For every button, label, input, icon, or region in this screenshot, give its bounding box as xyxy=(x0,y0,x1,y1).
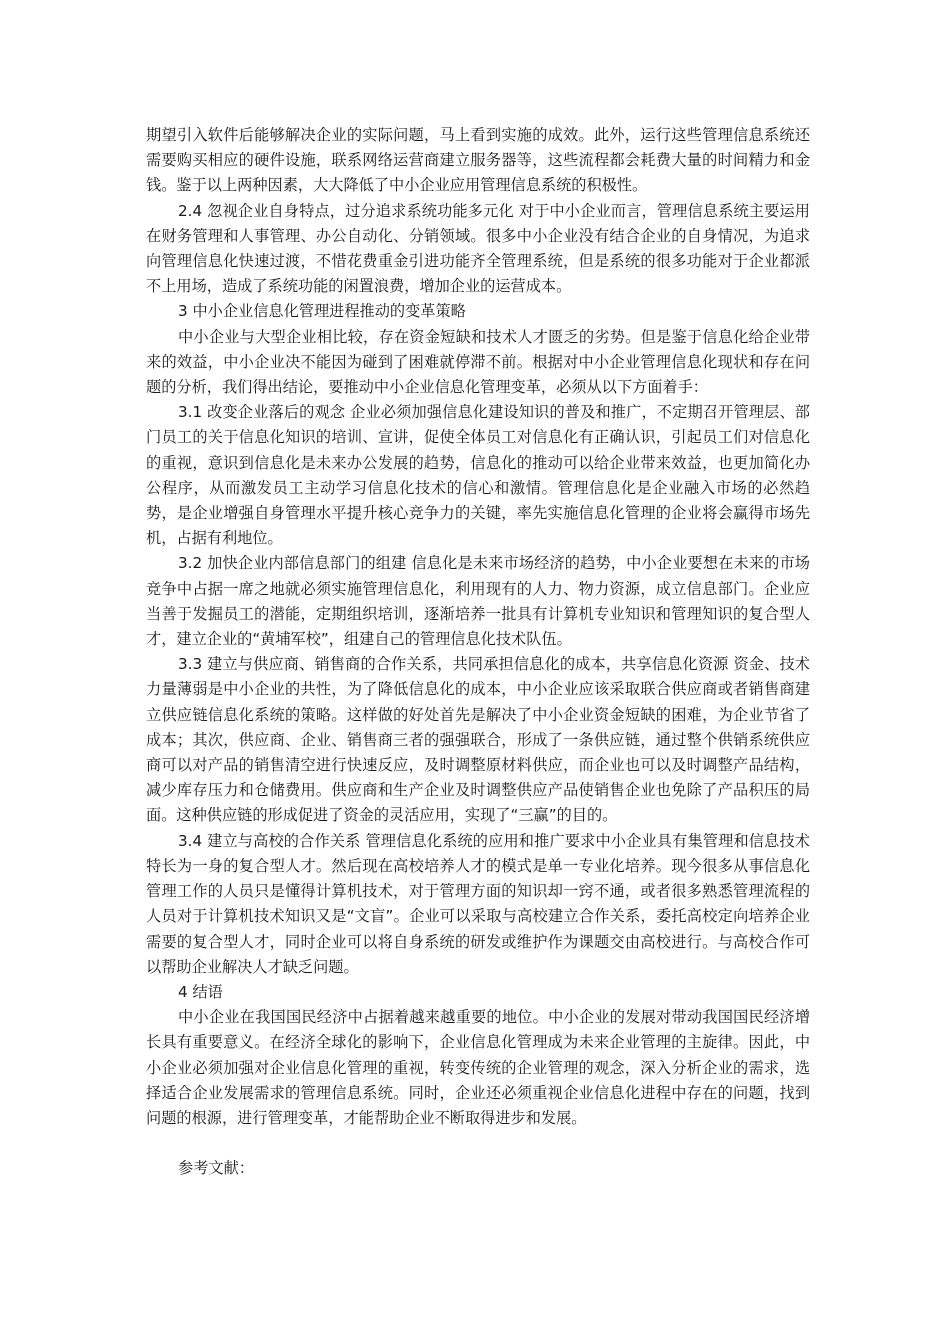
document-page xyxy=(146,123,810,1181)
references-title: 参考文献： xyxy=(178,1159,254,1178)
section-heading-4: 4 结语 xyxy=(178,982,223,1001)
paragraph-3-3: 3.3 建立与供应商、销售商的合作关系，共同承担信息化的成本，共享信息化资源 资金、技术力量薄弱是中小企业的共性，为了降低信息化的成本，中小企业应该采取联合供应商或者销售商建立供应链信息化系统的策略。这样做的好处首先是解决了中小企业资金短缺的困难，为企业节省了成本；其次，供应商、企业、销售商三者的强强联合，形成了一条供应链，通过整个供销系统供应商可以对产品的销售清空进行快速反应，及时调整原材料供应，而企业也可以及时调整产品结构，减少库存压力和仓储费用。供应商和生产企业及时调整供应产品使销售企业也免除了产品积压的局面。这种供应链的形成促进了资金的灵活应用，实现了“三赢”的目的。 xyxy=(146,655,810,825)
section-heading-3: 3 中小企业信息化管理进程推动的变革策略 xyxy=(178,302,466,321)
paragraph-conclusion: 中小企业在我国国民经济中占据着越来越重要的地位。中小企业的发展对带动我国国民经济增长具有重要意义。在经济全球化的影响下，企业信息化管理成为未来企业管理的主旋律。因此，中小企业必须加强对企业信息化管理的重视，转变传统的企业管理的观念，深入分析企业的需求，选择适合企业发展需求的管理信息系统。同时，企业还必须重视企业信息化进程中存在的问题，找到问题的根源，进行管理变革，才能帮助企业不断取得进步和发展。 xyxy=(146,1008,810,1127)
paragraph-3-intro: 中小企业与大型企业相比较，存在资金短缺和技术人才匮乏的劣势。但是鉴于信息化给企业带来的效益，中小企业决不能因为碰到了困难就停滞不前。根据对中小企业管理信息化现状和存在问题的分析，我们得出结论，要推动中小企业信息化管理变革，必须从以下方面着手： xyxy=(146,327,810,397)
paragraph-3-1: 3.1 改变企业落后的观念 企业必须加强信息化建设知识的普及和推广，不定期召开管理层、部门员工的关于信息化知识的培训、宣讲，促使全体员工对信息化有正确认识，引起员工们对信息化的重视，意识到信息化是未来办公发展的趋势，信息化的推动可以给企业带来效益，也更加简化办公程序，从而激发员工主动学习信息化技术的信心和激情。管理信息化是企业融入市场的必然趋势，是企业增强自身管理水平提升核心竞争力的关键，率先实施信息化管理的企业将会赢得市场先机，占据有利地位。 xyxy=(146,403,810,548)
paragraph-2-4: 2.4 忽视企业自身特点，过分追求系统功能多元化 对于中小企业而言，管理信息系统主要运用在财务管理和人事管理、办公自动化、分销领域。很多中小企业没有结合企业的自身情况，为追求向管理信息化快速过渡，不惜花费重金引进功能齐全管理系统，但是系统的很多功能对于企业都派不上用场，造成了系统功能的闲置浪费，增加企业的运营成本。 xyxy=(146,201,810,296)
paragraph-continuation: 期望引入软件后能够解决企业的实际问题，马上看到实施的成效。此外，运行这些管理信息系统还需要购买相应的硬件设施，联系网络运营商建立服务器等，这些流程都会耗费大量的时间精力和金钱。鉴于以上两种因素，大大降低了中小企业应用管理信息系统的积极性。 xyxy=(146,126,810,195)
paragraph-3-4: 3.4 建立与高校的合作关系 管理信息化系统的应用和推广要求中小企业具有集管理和信息技术特长为一身的复合型人才。然后现在高校培养人才的模式是单一专业化培养。现今很多从事信息化管理工作的人员只是懂得计算机技术，对于管理方面的知识却一窍不通，或者很多熟悉管理流程的人员对于计算机技术知识又是“文盲”。企业可以采取与高校建立合作关系，委托高校定向培养企业需要的复合型人才，同时企业可以将自身系统的研发或维护作为课题交由高校进行。与高校合作可以帮助企业解决人才缺乏问题。 xyxy=(146,831,810,976)
paragraph-3-2: 3.2 加快企业内部信息部门的组建 信息化是未来市场经济的趋势，中小企业要想在未来的市场竞争中占据一席之地就必须实施管理信息化，利用现有的人力、物力资源，成立信息部门。企业应当善于发掘员工的潜能，定期组织培训，逐渐培养一批具有计算机专业知识和管理知识的复合型人才，建立企业的“黄埔军校”，组建自己的管理信息化技术队伍。 xyxy=(146,554,810,649)
